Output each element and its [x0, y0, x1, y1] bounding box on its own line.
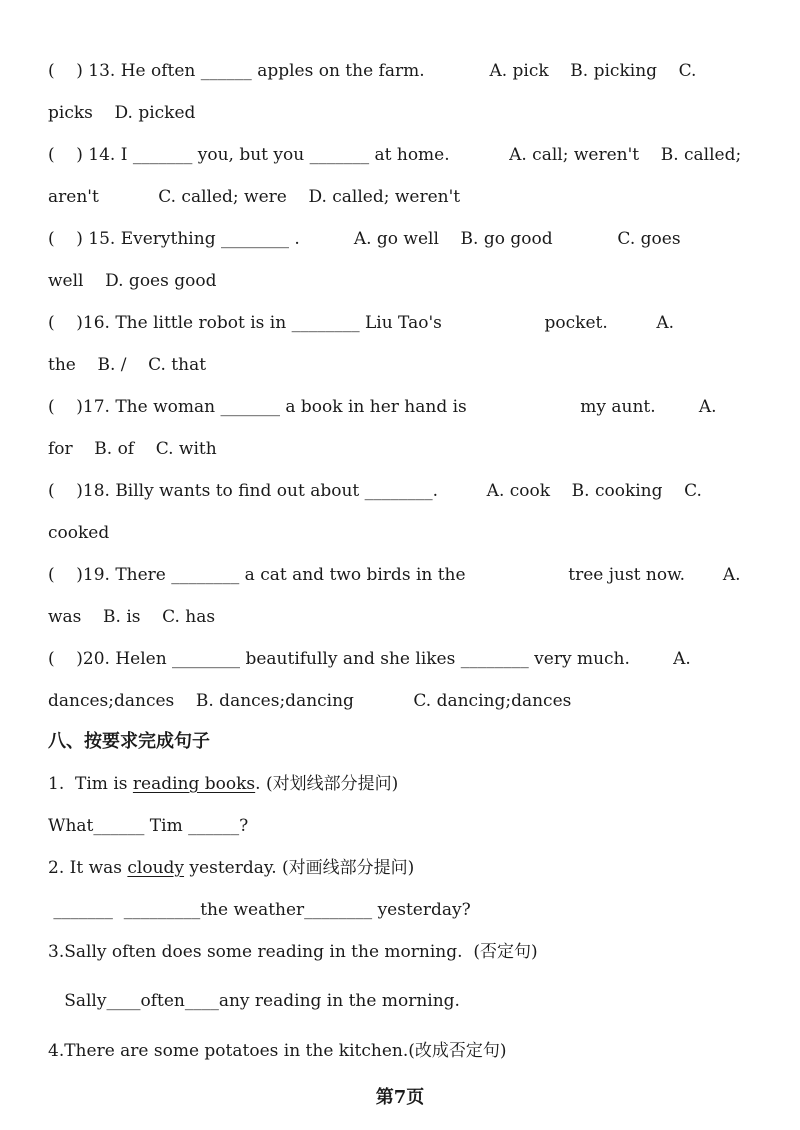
section8-question-2-answer: _______ _________the weather________ yesterday? — [48, 900, 471, 920]
question-18-line-2: cooked — [48, 523, 110, 543]
section8-question-4: 4.There are some potatoes in the kitchen.(改成否定句) — [48, 1041, 507, 1061]
question-20-line-1: ( )20. Helen ________ beautifully and she likes ________ very much. A. — [48, 649, 691, 669]
section8-question-3: 3.Sally often does some reading in the morning. (否定句) — [48, 942, 538, 962]
section8-question-2 — [48, 857, 414, 879]
section8-question-3-answer: Sally____often____any reading in the morning. — [48, 991, 460, 1011]
section8-question-1-answer: What______ Tim ______? — [48, 816, 249, 836]
section-heading: 八、按要求完成句子 — [48, 731, 210, 752]
page-number: 第7页 — [375, 1087, 425, 1108]
q1-suffix: . (对划线部分提问) — [255, 774, 399, 794]
question-16-line-2: the B. / C. that — [48, 355, 207, 375]
question-16-line-1: ( )16. The little robot is in ________ Liu Tao's pocket. A. — [48, 313, 675, 333]
question-19-line-1: ( )19. There ________ a cat and two birds in the tree just now. A. — [48, 565, 741, 585]
question-18-line-1: ( )18. Billy wants to find out about ________. A. cook B. cooking C. — [48, 481, 702, 501]
q2-underlined-word: cloudy — [127, 858, 185, 878]
question-14-line-2: aren't C. called; were D. called; weren't — [48, 187, 461, 207]
question-15-line-1: ( ) 15. Everything ________ . A. go well B. go good C. goes — [48, 229, 681, 249]
question-13-line-2: picks D. picked — [48, 103, 196, 123]
question-14-line-1: ( ) 14. I _______ you, but you _______ at home. A. call; weren't B. called; — [48, 145, 742, 165]
q2-suffix: yesterday. (对画线部分提问) — [184, 858, 415, 878]
q1-underlined-phrase: reading books — [132, 774, 256, 794]
q1-prefix: 1. Tim is — [48, 774, 133, 794]
q2-prefix: 2. It was — [48, 858, 128, 878]
question-17-line-2: for B. of C. with — [48, 439, 217, 459]
question-19-line-2: was B. is C. has — [48, 607, 216, 627]
section8-question-1 — [48, 773, 398, 795]
question-13-line-1: ( ) 13. He often ______ apples on the farm. A. pick B. picking C. — [48, 61, 697, 81]
question-17-line-1: ( )17. The woman _______ a book in her hand is my aunt. A. — [48, 397, 717, 417]
question-15-line-2: well D. goes good — [48, 271, 217, 291]
question-20-line-2: dances;dances B. dances;dancing C. dancing;dances — [48, 691, 572, 711]
